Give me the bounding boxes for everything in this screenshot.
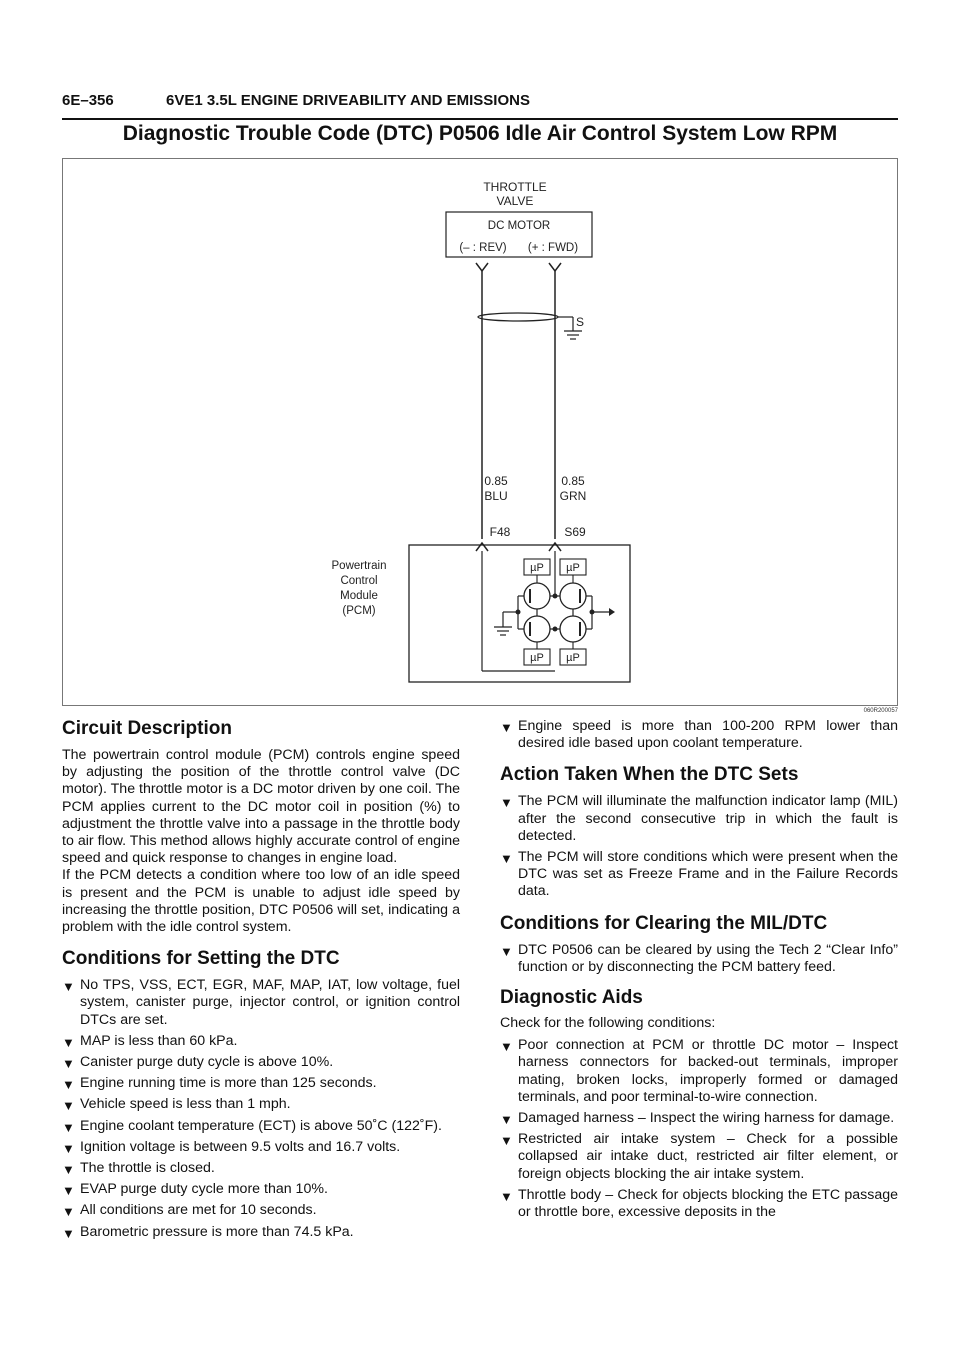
bullet-icon: ▼ bbox=[62, 1077, 75, 1093]
motor-terminal-right bbox=[549, 263, 561, 271]
pcm-label-4: (PCM) bbox=[342, 605, 376, 617]
terminal-fwd-label: (+ : FWD) bbox=[527, 242, 579, 254]
circuit-description-para1: The powertrain control module (PCM) controls engine speed by adjusting the position of the throttle control valve (DC motor). The throttle motor is a DC motor driven by one coil. The PCM applies current to the DC motor coil in position (%) to adjustment the throttle valve into a passage in the throttle body to air flow. This method allows highly accurate control of engine speed and quick response to changes in engine load. bbox=[62, 747, 460, 867]
shield-ellipse bbox=[478, 313, 558, 321]
list-item: ▼ Engine speed is more than 100-200 RPM lower than desired idle based upon coolant temperature. bbox=[500, 718, 898, 752]
diagnostic-aids-list bbox=[500, 1037, 898, 1221]
diagnostic-aids-heading: Diagnostic Aids bbox=[500, 987, 643, 1009]
throttle-label-1: THROTTLE bbox=[483, 180, 547, 194]
bullet-icon: ▼ bbox=[62, 1183, 75, 1199]
pcm-terminal-right bbox=[549, 543, 561, 551]
wiring-diagram bbox=[62, 158, 898, 706]
bullet-icon: ▼ bbox=[62, 1056, 75, 1072]
up-label-tl: µP bbox=[530, 562, 544, 574]
action-taken-list bbox=[500, 793, 898, 900]
bullet-icon: ▼ bbox=[500, 1188, 513, 1204]
list-item: ▼ The PCM will illuminate the malfunction indicator lamp (MIL) after the second consecutive trip in which the fault is detected. bbox=[500, 793, 898, 844]
list-item: ▼ Vehicle speed is less than 1 mph. bbox=[62, 1096, 291, 1114]
conditions-setting-heading: Conditions for Setting the DTC bbox=[62, 948, 340, 970]
motor-terminal-left bbox=[476, 263, 488, 271]
bullet-icon: ▼ bbox=[62, 1162, 75, 1178]
wiring-diagram-svg bbox=[63, 159, 899, 707]
list-item: ▼ Damaged harness – Inspect the wiring harness for damage. bbox=[500, 1110, 895, 1128]
bullet-icon: ▼ bbox=[62, 1140, 75, 1156]
page-header bbox=[62, 92, 898, 120]
up-label-tr: µP bbox=[566, 562, 580, 574]
wire-right-color: GRN bbox=[559, 489, 587, 503]
transistor-br bbox=[560, 616, 586, 642]
up-label-bl: µP bbox=[530, 652, 544, 664]
bridge-bottom-node bbox=[553, 627, 558, 632]
list-item: ▼ EVAP purge duty cycle more than 10%. bbox=[62, 1181, 328, 1199]
list-item: ▼ Engine coolant temperature (ECT) is above 50˚C (122˚F). bbox=[62, 1117, 442, 1135]
right-column bbox=[500, 718, 898, 1225]
wire-left-size: 0.85 bbox=[484, 474, 508, 488]
page-number: 6E–356 bbox=[62, 92, 114, 109]
diagnostic-aids-intro: Check for the following conditions: bbox=[500, 1015, 716, 1032]
clearing-list bbox=[500, 942, 898, 976]
list-item: ▼ Barometric pressure is more than 74.5 kPa. bbox=[62, 1223, 354, 1241]
list-item: ▼ Throttle body – Check for objects blocking the ETC passage or throttle bore, excessive deposits in the bbox=[500, 1186, 898, 1221]
conditions-setting-list-continued bbox=[500, 718, 898, 752]
clearing-heading: Conditions for Clearing the MIL/DTC bbox=[500, 912, 828, 934]
list-item: ▼ Canister purge duty cycle is above 10%. bbox=[62, 1054, 334, 1072]
list-item: ▼ Engine running time is more than 125 seconds. bbox=[62, 1075, 377, 1093]
bullet-icon: ▼ bbox=[62, 979, 75, 995]
shield-label: S bbox=[576, 315, 585, 329]
bullet-icon: ▼ bbox=[62, 1119, 75, 1135]
figure-id: 060R200057 bbox=[863, 708, 898, 714]
list-item: ▼ The throttle is closed. bbox=[62, 1160, 215, 1178]
section-title: 6VE1 3.5L ENGINE DRIVEABILITY AND EMISSIONS bbox=[166, 92, 530, 109]
list-item: ▼ All conditions are met for 10 seconds. bbox=[62, 1202, 317, 1220]
bullet-icon: ▼ bbox=[500, 1039, 513, 1055]
bullet-icon: ▼ bbox=[62, 1098, 75, 1114]
bullet-icon: ▼ bbox=[500, 720, 513, 735]
conditions-setting-list bbox=[62, 977, 460, 1241]
page-title: Diagnostic Trouble Code (DTC) P0506 Idle Air Control System Low RPM bbox=[122, 122, 838, 145]
pcm-terminal-left bbox=[476, 543, 488, 551]
bullet-icon: ▼ bbox=[500, 1133, 513, 1149]
supply-arrow bbox=[609, 608, 615, 616]
bullet-icon: ▼ bbox=[500, 795, 513, 811]
bullet-icon: ▼ bbox=[62, 1204, 75, 1220]
list-item: ▼ No TPS, VSS, ECT, EGR, MAF, MAP, IAT, low voltage, fuel system, canister purge, injector control, or ignition control DTCs are set. bbox=[62, 977, 460, 1028]
transistor-bl bbox=[524, 616, 550, 642]
list-item: ▼ The PCM will store conditions which were present when the DTC was set as Freeze Frame and in the Failure Records data. bbox=[500, 849, 898, 900]
circuit-description-heading: Circuit Description bbox=[62, 718, 232, 739]
action-taken-heading: Action Taken When the DTC Sets bbox=[500, 764, 799, 786]
bullet-icon: ▼ bbox=[500, 943, 513, 959]
list-item: ▼ Poor connection at PCM or throttle DC motor – Inspect harness connectors for backed-out terminals, improper mating, broken locks, improperly formed or damaged terminals, and poor terminal-to-wire connection. bbox=[500, 1037, 898, 1105]
bullet-icon: ▼ bbox=[62, 1034, 75, 1050]
terminal-rev-label: (– : REV) bbox=[459, 242, 507, 254]
up-label-br: µP bbox=[566, 652, 580, 664]
transistor-tr bbox=[560, 583, 586, 609]
pin-left-label: F48 bbox=[489, 525, 511, 539]
left-column bbox=[62, 718, 460, 1245]
pcm-label-3: Module bbox=[340, 590, 378, 602]
pin-right-label: S69 bbox=[564, 525, 586, 539]
dc-motor-label: DC MOTOR bbox=[487, 220, 551, 232]
circuit-description-para2: If the PCM detects a condition where too low of an idle speed is present and the PCM is unable to adjust idle speed by increasing the throttle position, DTC P0506 will set, indicating a problem with the idle control system. bbox=[62, 867, 460, 936]
wire-left-color: BLU bbox=[484, 489, 508, 503]
list-item: ▼ Ignition voltage is between 9.5 volts and 16.7 volts. bbox=[62, 1138, 401, 1156]
list-item: ▼ Restricted air intake system – Check for a possible collapsed air intake duct, restricted air filter element, or foreign objects blocking the air intake system. bbox=[500, 1131, 898, 1182]
list-item: ▼ MAP is less than 60 kPa. bbox=[62, 1032, 238, 1050]
bullet-icon: ▼ bbox=[500, 851, 513, 867]
bullet-icon: ▼ bbox=[62, 1225, 75, 1241]
pcm-label-2: Control bbox=[340, 575, 378, 587]
wire-right-size: 0.85 bbox=[561, 474, 585, 488]
pcm-label-1: Powertrain bbox=[331, 560, 387, 572]
list-item: ▼ DTC P0506 can be cleared by using the Tech 2 “Clear Info” function or by disconnecting the PCM battery feed. bbox=[500, 941, 898, 975]
throttle-label-2: VALVE bbox=[496, 194, 534, 208]
transistor-tl bbox=[524, 583, 550, 609]
bullet-icon: ▼ bbox=[500, 1112, 513, 1128]
